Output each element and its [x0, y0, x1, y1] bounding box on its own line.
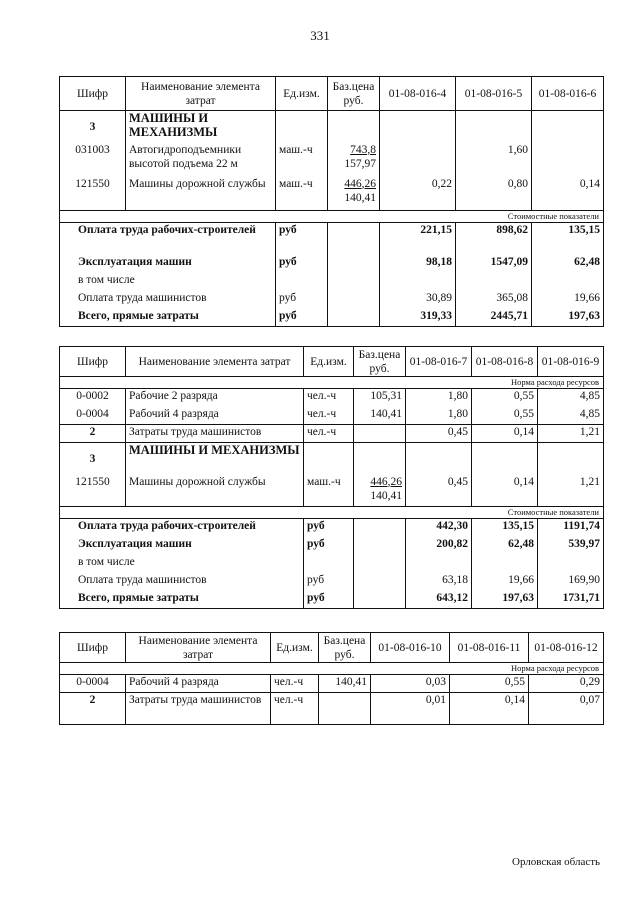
summary-unit: руб: [304, 591, 354, 609]
summary-row: [60, 555, 604, 573]
row-value: [532, 143, 604, 177]
table-row: [60, 407, 604, 425]
summary-name: в том числе: [60, 273, 276, 291]
summary-value: 1731,71: [538, 591, 604, 609]
row-code: 2: [60, 693, 126, 725]
table-2: [59, 346, 604, 609]
summary-name: Эксплуатация машин: [60, 255, 276, 273]
header-name: Наименование элемента затрат: [126, 633, 271, 663]
table-row: [60, 475, 604, 507]
table-row: [60, 693, 604, 725]
header-code: Шифр: [60, 77, 126, 111]
summary-value: 62,48: [472, 537, 538, 555]
summary-unit: руб: [304, 519, 354, 537]
header-col-3: 01-08-016-12: [529, 633, 604, 663]
summary-row: [60, 591, 604, 609]
row-value: 0,14: [472, 425, 538, 443]
row-name: Машины дорожной службы: [126, 475, 304, 507]
summary-row: [60, 309, 604, 327]
header-price: Баз.цена руб.: [354, 347, 406, 377]
header-name: Наименование элемента затрат: [126, 347, 304, 377]
row-value: 0,22: [380, 177, 456, 211]
row-code: 031003: [60, 143, 126, 177]
summary-value: 19,66: [472, 573, 538, 591]
header-col-1: 01-08-016-7: [406, 347, 472, 377]
summary-name: Эксплуатация машин: [60, 537, 304, 555]
row-price: 140,41: [319, 675, 371, 693]
row-value: 0,01: [371, 693, 450, 725]
header-name: Наименование элемента затрат: [126, 77, 276, 111]
summary-row: [60, 223, 604, 255]
header-col-3: 01-08-016-6: [532, 77, 604, 111]
summary-unit: руб: [276, 291, 328, 309]
row-value: 1,80: [406, 389, 472, 407]
summary-name: Оплата труда рабочих-строителей: [60, 223, 276, 255]
section-subheader: Стоимостные показатели: [60, 211, 604, 223]
row-value: 0,55: [472, 407, 538, 425]
summary-row: [60, 255, 604, 273]
table-1: [59, 76, 604, 327]
summary-value: 319,33: [380, 309, 456, 327]
row-name: Машины дорожной службы: [126, 177, 276, 211]
summary-value: 365,08: [456, 291, 532, 309]
header-price: Баз.цена руб.: [328, 77, 380, 111]
summary-name: Всего, прямые затраты: [60, 591, 304, 609]
summary-unit: руб: [304, 537, 354, 555]
row-unit: маш.-ч: [276, 143, 328, 177]
page-number: 331: [310, 28, 330, 43]
summary-value: 442,30: [406, 519, 472, 537]
summary-value: 197,63: [532, 309, 604, 327]
row-unit: маш.-ч: [276, 177, 328, 211]
summary-value: 1547,09: [456, 255, 532, 273]
row-price: [319, 693, 371, 725]
row-unit: чел.-ч: [271, 693, 319, 725]
row-code: 121550: [60, 475, 126, 507]
summary-value: 135,15: [472, 519, 538, 537]
summary-value: 30,89: [380, 291, 456, 309]
row-value: 0,14: [532, 177, 604, 211]
row-value: 1,21: [538, 475, 604, 507]
table-row: [60, 177, 604, 211]
row-value: 0,45: [406, 425, 472, 443]
row-value: 0,55: [450, 675, 529, 693]
row-code: 0-0004: [60, 407, 126, 425]
row-value: 0,29: [529, 675, 604, 693]
row-unit: чел.-ч: [304, 407, 354, 425]
summary-value: 221,15: [380, 223, 456, 255]
section-code: 3: [60, 443, 126, 475]
table-row: [60, 389, 604, 407]
summary-name: в том числе: [60, 555, 304, 573]
row-name: Рабочий 4 разряда: [126, 407, 304, 425]
summary-row: [60, 519, 604, 537]
row-name: Затраты труда машинистов: [126, 693, 271, 725]
section-code: 3: [60, 111, 126, 143]
section-title: МАШИНЫ И МЕХАНИЗМЫ: [126, 443, 304, 475]
summary-value: 63,18: [406, 573, 472, 591]
footer-region: Орловская область: [512, 856, 601, 868]
row-code: 0-0002: [60, 389, 126, 407]
summary-value: 200,82: [406, 537, 472, 555]
row-price: [354, 425, 406, 443]
summary-value: 2445,71: [456, 309, 532, 327]
row-value: 0,55: [472, 389, 538, 407]
summary-row: [60, 273, 604, 291]
header-code: Шифр: [60, 347, 126, 377]
header-col-2: 01-08-016-8: [472, 347, 538, 377]
header-col-1: 01-08-016-10: [371, 633, 450, 663]
row-value: 0,03: [371, 675, 450, 693]
summary-name: Оплата труда машинистов: [60, 573, 304, 591]
section-title: МАШИНЫ И МЕХАНИЗМЫ: [126, 111, 276, 143]
row-unit: маш.-ч: [304, 475, 354, 507]
header-price: Баз.цена руб.: [319, 633, 371, 663]
summary-unit: руб: [304, 573, 354, 591]
summary-unit: руб: [276, 223, 328, 255]
row-value: 1,60: [456, 143, 532, 177]
row-value: 0,07: [529, 693, 604, 725]
summary-name: Оплата труда машинистов: [60, 291, 276, 309]
row-price: 105,31: [354, 389, 406, 407]
row-value: 1,21: [538, 425, 604, 443]
row-price: 446,26 140,41: [354, 475, 406, 507]
table-3: [59, 632, 604, 725]
summary-value: 19,66: [532, 291, 604, 309]
header-code: Шифр: [60, 633, 126, 663]
row-price: 743,8 157,97: [328, 143, 380, 177]
row-name: Рабочий 4 разряда: [126, 675, 271, 693]
row-value: 0,45: [406, 475, 472, 507]
row-code: 0-0004: [60, 675, 126, 693]
summary-unit: руб: [276, 309, 328, 327]
row-value: 4,85: [538, 389, 604, 407]
table-row: [60, 675, 604, 693]
section-subheader: Норма расхода ресурсов: [60, 663, 604, 675]
row-code: 121550: [60, 177, 126, 211]
table-row: [60, 425, 604, 443]
summary-row: [60, 537, 604, 555]
header-unit: Ед.изм.: [271, 633, 319, 663]
row-value: [380, 143, 456, 177]
row-value: 0,80: [456, 177, 532, 211]
row-unit: чел.-ч: [304, 389, 354, 407]
header-col-3: 01-08-016-9: [538, 347, 604, 377]
row-value: 1,80: [406, 407, 472, 425]
header-col-1: 01-08-016-4: [380, 77, 456, 111]
summary-name: Всего, прямые затраты: [60, 309, 276, 327]
section-subheader: Стоимостные показатели: [60, 507, 604, 519]
row-unit: чел.-ч: [271, 675, 319, 693]
table-row: [60, 143, 604, 177]
summary-value: 898,62: [456, 223, 532, 255]
summary-value: 98,18: [380, 255, 456, 273]
header-unit: Ед.изм.: [304, 347, 354, 377]
summary-value: 1191,74: [538, 519, 604, 537]
row-code: 2: [60, 425, 126, 443]
summary-row: [60, 291, 604, 309]
header-unit: Ед.изм.: [276, 77, 328, 111]
summary-value: 135,15: [532, 223, 604, 255]
row-value: 4,85: [538, 407, 604, 425]
row-value: 0,14: [472, 475, 538, 507]
summary-value: 539,97: [538, 537, 604, 555]
row-price: 446,26 140,41: [328, 177, 380, 211]
summary-name: Оплата труда рабочих-строителей: [60, 519, 304, 537]
row-unit: чел.-ч: [304, 425, 354, 443]
header-col-2: 01-08-016-5: [456, 77, 532, 111]
row-name: Автогидроподъемники высотой подъема 22 м: [126, 143, 276, 177]
header-col-2: 01-08-016-11: [450, 633, 529, 663]
row-price: 140,41: [354, 407, 406, 425]
summary-value: 62,48: [532, 255, 604, 273]
summary-row: [60, 573, 604, 591]
row-name: Рабочие 2 разряда: [126, 389, 304, 407]
summary-value: 169,90: [538, 573, 604, 591]
summary-unit: руб: [276, 255, 328, 273]
summary-value: 643,12: [406, 591, 472, 609]
row-value: 0,14: [450, 693, 529, 725]
summary-value: 197,63: [472, 591, 538, 609]
row-name: Затраты труда машинистов: [126, 425, 304, 443]
section-subheader: Норма расхода ресурсов: [60, 377, 604, 389]
